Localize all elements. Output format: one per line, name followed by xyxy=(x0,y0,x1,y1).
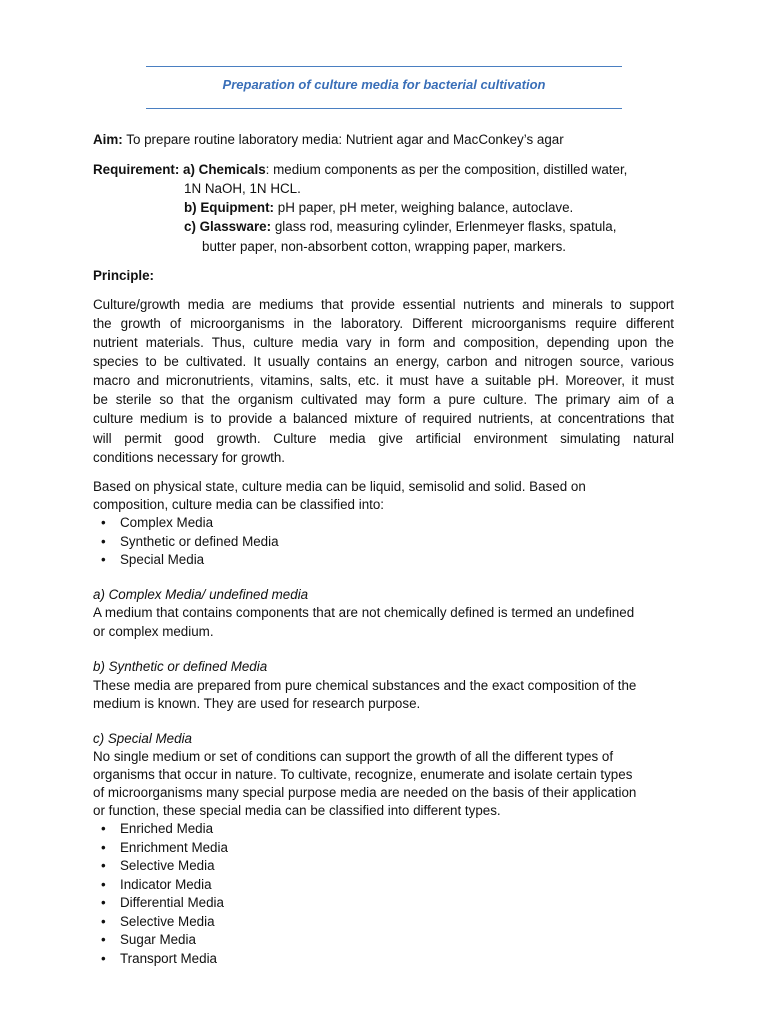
page-title: Preparation of culture media for bacterial cultivation xyxy=(222,77,546,92)
list-item: Selective Media xyxy=(120,858,215,873)
principle-p2-line: Based on physical state, culture media can be liquid, semisolid and solid. Based on xyxy=(93,479,586,494)
principle-p1-line: be sterile so that the organism cultivated may form a pure culture. The primary aim of a xyxy=(93,392,674,407)
requirement-b-label: b) Equipment: xyxy=(184,200,275,215)
list-item: Enriched Media xyxy=(120,821,214,836)
bullet-icon: • xyxy=(101,895,106,910)
bullet-icon: • xyxy=(101,914,106,929)
bullet-icon: • xyxy=(101,877,106,892)
principle-p1-line: will permit good growth. Culture media give artificial environment simulating natural xyxy=(93,431,674,446)
synthetic-media-heading: b) Synthetic or defined Media xyxy=(93,659,268,674)
principle-p1-line: Culture/growth media are mediums that provide essential nutrients and minerals to support xyxy=(93,297,674,312)
title-top-rule xyxy=(146,66,622,67)
special-media-line: or function, these special media can be classified into different types. xyxy=(93,803,501,818)
special-media-line: No single medium or set of conditions can support the growth of all the different types of xyxy=(93,749,614,764)
bullet-icon: • xyxy=(101,552,106,567)
principle-p1-line: the growth of microorganisms in the laboratory. Different microorganisms require different xyxy=(93,316,674,331)
list-item: Differential Media xyxy=(120,895,224,910)
special-media-heading: c) Special Media xyxy=(93,731,192,746)
synthetic-media-line: These media are prepared from pure chemical substances and the exact composition of the xyxy=(93,678,637,693)
list-item: Complex Media xyxy=(120,515,214,530)
principle-p1-line: species to be cultivated. It usually contains an energy, carbon and nitrogen source, various xyxy=(93,354,674,369)
requirement-label: Requirement: xyxy=(93,162,180,177)
principle-p1-line: culture medium is to provide a balanced mixture of required nutrients, at concentrations that xyxy=(93,411,674,426)
aim-text: To prepare routine laboratory media: Nutrient agar and MacConkey’s agar xyxy=(126,132,564,147)
requirement-c-text: glass rod, measuring cylinder, Erlenmeyer flasks, spatula, xyxy=(274,219,617,234)
list-item: Enrichment Media xyxy=(120,840,228,855)
list-item: Sugar Media xyxy=(120,932,196,947)
requirement-b-text: pH paper, pH meter, weighing balance, autoclave. xyxy=(277,200,574,215)
complex-media-line: or complex medium. xyxy=(93,624,214,639)
bullet-icon: • xyxy=(101,858,106,873)
complex-media-heading: a) Complex Media/ undefined media xyxy=(93,587,309,602)
requirement-line-c xyxy=(184,218,616,236)
title-bottom-rule xyxy=(146,108,622,109)
requirement-c-cont: butter paper, non-absorbent cotton, wrapping paper, markers. xyxy=(202,239,566,254)
list-item: Selective Media xyxy=(120,914,215,929)
requirement-a-cont: 1N NaOH, 1N HCL. xyxy=(184,181,301,196)
bullet-icon: • xyxy=(101,951,106,966)
principle-p1-line: conditions necessary for growth. xyxy=(93,450,286,465)
principle-p1-line: macro and micronutrients, vitamins, salts, etc. it must have a suitable pH. Moreover, it must xyxy=(93,373,674,388)
requirement-line-a xyxy=(93,161,627,179)
principle-heading: Principle: xyxy=(93,268,155,283)
bullet-icon: • xyxy=(101,821,106,836)
aim-line xyxy=(93,131,564,149)
aim-label: Aim: xyxy=(93,132,123,147)
requirement-a-label: a) Chemicals xyxy=(183,162,266,177)
requirement-c-label: c) Glassware: xyxy=(184,219,272,234)
list-item: Indicator Media xyxy=(120,877,212,892)
bullet-icon: • xyxy=(101,534,106,549)
list-item: Special Media xyxy=(120,552,205,567)
bullet-icon: • xyxy=(101,515,106,530)
special-media-line: of microorganisms many special purpose media are needed on the basis of their application xyxy=(93,785,637,800)
principle-p2-line: composition, culture media can be classified into: xyxy=(93,497,385,512)
requirement-line-b xyxy=(184,199,573,217)
list-item: Synthetic or defined Media xyxy=(120,534,279,549)
complex-media-line: A medium that contains components that are not chemically defined is termed an undefined xyxy=(93,605,635,620)
requirement-a-text: : medium components as per the composition, distilled water, xyxy=(265,162,628,177)
bullet-icon: • xyxy=(101,840,106,855)
synthetic-media-line: medium is known. They are used for research purpose. xyxy=(93,696,421,711)
list-item: Transport Media xyxy=(120,951,217,966)
principle-p1-line: nutrient materials. Thus, culture media vary in form and composition, depending upon the xyxy=(93,335,674,350)
bullet-icon: • xyxy=(101,932,106,947)
special-media-line: organisms that occur in nature. To cultivate, recognize, enumerate and isolate certain types xyxy=(93,767,633,782)
